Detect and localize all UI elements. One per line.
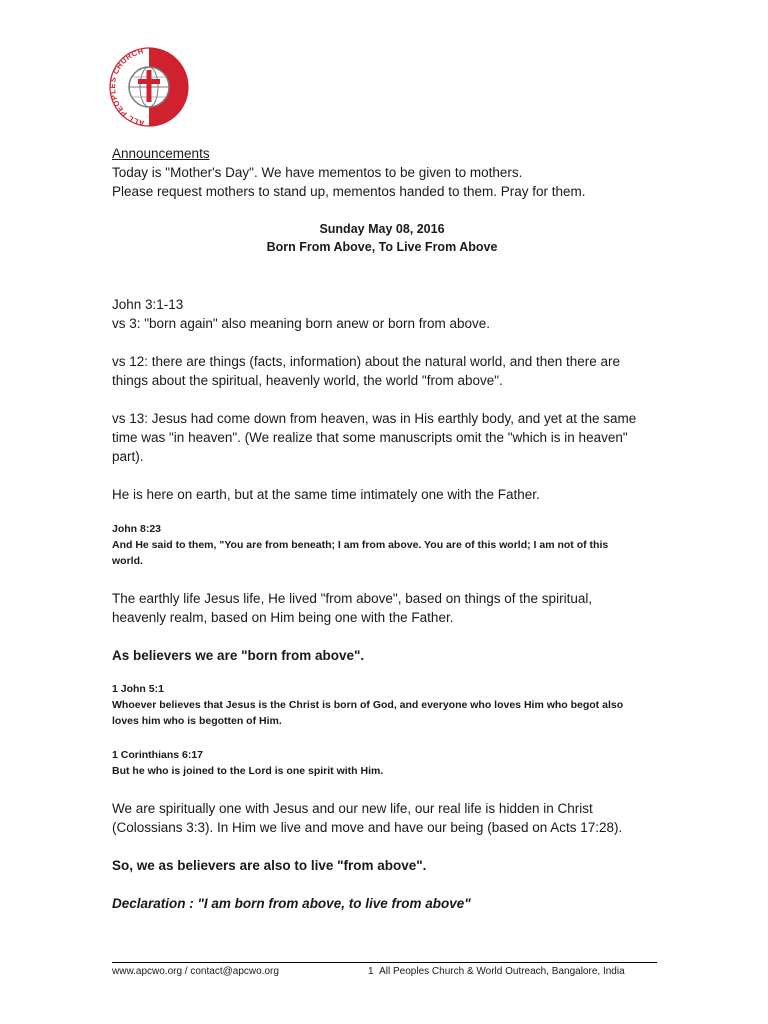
scripture-quote-reference: John 8:23 xyxy=(112,523,162,535)
scripture-quote-reference: 1 John 5:1 xyxy=(112,683,164,695)
paragraph-line: things about the spiritual, heavenly world, the world "from above". xyxy=(112,373,503,388)
declaration: Declaration : "I am born from above, to live from above" xyxy=(112,896,471,911)
scripture-quote-reference: 1 Corinthians 6:17 xyxy=(112,749,204,761)
emphasis-line: So, we as believers are also to live "from above". xyxy=(112,858,427,873)
paragraph-line: part). xyxy=(112,449,144,464)
announcements-heading: Announcements xyxy=(112,146,210,161)
paragraph-line: heavenly realm, based on Him being one with the Father. xyxy=(112,610,454,625)
scripture-quote-line: world. xyxy=(112,555,143,567)
announcement-line: Today is "Mother's Day". We have mementos to be given to mothers. xyxy=(112,165,523,180)
emphasis-line: As believers we are "born from above". xyxy=(112,648,365,663)
paragraph-line: The earthly life Jesus life, He lived "from above", based on things of the spiritual, xyxy=(112,591,593,606)
scripture-quote-line: Whoever believes that Jesus is the Christ is born of God, and everyone who loves Him who begot also xyxy=(112,699,624,711)
paragraph-line: He is here on earth, but at the same time intimately one with the Father. xyxy=(112,487,540,502)
scripture-quote-line: loves him who is begotten of Him. xyxy=(112,715,282,727)
footer-divider xyxy=(112,962,657,963)
page-number: 1 xyxy=(368,966,374,977)
paragraph-line: time was "in heaven". (We realize that some manuscripts omit the "which is in heaven" xyxy=(112,430,628,445)
announcement-line: Please request mothers to stand up, mementos handed to them. Pray for them. xyxy=(112,184,586,199)
footer-contact: www.apcwo.org / contact@apcwo.org xyxy=(112,966,279,977)
scripture-quote-line: But he who is joined to the Lord is one spirit with Him. xyxy=(112,765,384,777)
paragraph-line: (Colossians 3:3). In Him we live and move and have our being (based on Acts 17:28). xyxy=(112,820,623,835)
scripture-quote-line: And He said to them, "You are from beneath; I am from above. You are of this world; I am not of this xyxy=(112,539,609,551)
church-logo xyxy=(106,44,192,130)
paragraph-line: vs 3: "born again" also meaning born anew or born from above. xyxy=(112,316,491,331)
paragraph-line: vs 12: there are things (facts, information) about the natural world, and then there are xyxy=(112,354,621,369)
paragraph-line: We are spiritually one with Jesus and our new life, our real life is hidden in Christ xyxy=(112,801,593,816)
logo-ring-text: ALL PEOPLES CHURCH xyxy=(107,46,146,128)
sermon-date: Sunday May 08, 2016 xyxy=(319,222,445,236)
footer-organization-name: All Peoples Church & World Outreach, Bangalore, India xyxy=(379,966,625,977)
sermon-title: Born From Above, To Live From Above xyxy=(266,240,498,254)
footer-organization xyxy=(368,966,625,977)
scripture-reference: John 3:1-13 xyxy=(112,297,184,312)
paragraph-line: vs 13: Jesus had come down from heaven, was in His earthly body, and yet at the same xyxy=(112,411,637,426)
